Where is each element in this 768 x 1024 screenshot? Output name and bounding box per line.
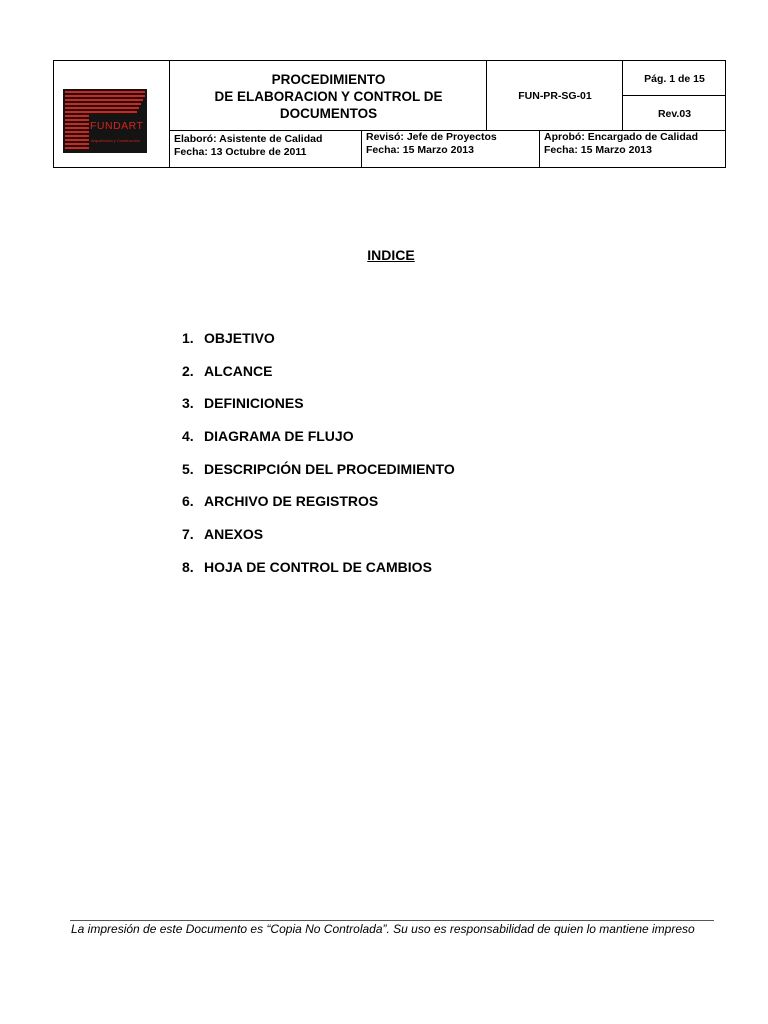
logo-tagline: Arquitectura y Construcción: [91, 138, 141, 143]
toc-item: [182, 491, 455, 524]
reviso-label: Revisó: Jefe de Proyectos: [366, 131, 497, 143]
reviso-cell: [362, 131, 539, 167]
toc-item-label: DIAGRAMA DE FLUJO: [204, 428, 354, 445]
toc-item-number: 3.: [182, 395, 194, 412]
footer-divider: [70, 920, 714, 921]
footer-disclaimer: La impresión de este Documento es “Copia No Controlada”. Su uso es responsabilidad de quien lo mantiene impreso: [71, 922, 695, 936]
toc-item: [182, 328, 455, 361]
toc-item-label: ANEXOS: [204, 526, 264, 543]
toc-item-label: DEFINICIONES: [204, 395, 304, 412]
toc-item-number: 4.: [182, 428, 194, 445]
document-code-text: FUN-PR-SG-01: [518, 90, 592, 102]
revision-text: Rev.03: [657, 107, 692, 120]
reviso-date: Fecha: 15 Marzo 2013: [366, 144, 474, 156]
toc-item-number: 5.: [182, 460, 194, 477]
toc-item-number: 2.: [182, 362, 194, 379]
toc-item-number: 8.: [182, 558, 194, 575]
document-header-table: [53, 60, 726, 168]
toc-item: [182, 557, 455, 590]
aprobo-cell: [540, 131, 726, 167]
toc-item-label: ARCHIVO DE REGISTROS: [204, 493, 379, 510]
document-code: [487, 61, 623, 131]
elaboro-label: Elaboró: Asistente de Calidad: [174, 133, 323, 145]
title-line: DOCUMENTOS: [279, 105, 378, 121]
elaboro-cell: [170, 131, 361, 167]
table-of-contents: [182, 328, 455, 590]
toc-item-number: 7.: [182, 526, 194, 543]
logo-brand-text: FUNDART: [90, 120, 144, 132]
aprobo-label: Aprobó: Encargado de Calidad: [544, 131, 699, 143]
document-title: [170, 61, 487, 131]
page-number: [623, 61, 726, 96]
toc-item-label: HOJA DE CONTROL DE CAMBIOS: [204, 558, 432, 575]
title-line: PROCEDIMIENTO: [271, 71, 386, 87]
toc-item: [182, 393, 455, 426]
aprobo-date: Fecha: 15 Marzo 2013: [544, 144, 652, 156]
toc-item-number: 6.: [182, 493, 194, 510]
title-line: DE ELABORACION Y CONTROL DE: [214, 88, 443, 104]
toc-item-label: ALCANCE: [204, 362, 273, 379]
toc-item: [182, 459, 455, 492]
toc-item: [182, 361, 455, 394]
company-logo: [63, 89, 147, 153]
logo-cell: [54, 61, 170, 167]
revision-number: [623, 96, 726, 131]
toc-item-number: 1.: [182, 330, 194, 346]
page-number-text: Pág. 1 de 15: [644, 72, 705, 85]
index-heading: INDICE: [367, 247, 415, 263]
toc-item: [182, 524, 455, 557]
toc-item-label: OBJETIVO: [204, 330, 275, 346]
elaboro-date: Fecha: 13 Octubre de 2011: [174, 146, 307, 158]
toc-item: [182, 426, 455, 459]
toc-item-label: DESCRIPCIÓN DEL PROCEDIMIENTO: [204, 460, 455, 477]
